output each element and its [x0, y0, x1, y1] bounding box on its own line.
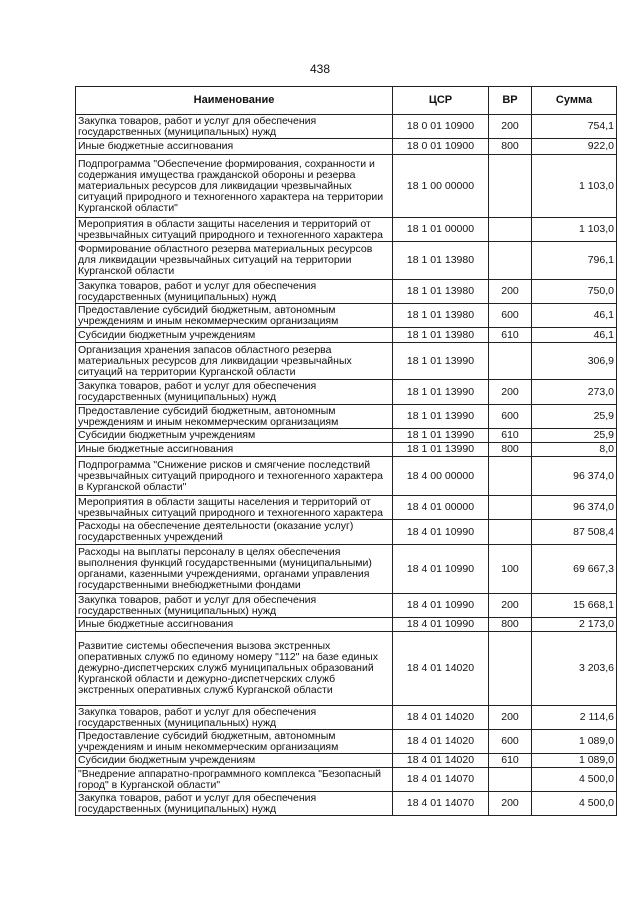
- table-row: [76, 457, 617, 496]
- cell-name: Предоставление субсидий бюджетным, автономным учреждениям и иным некоммерческим организациям: [76, 405, 393, 429]
- cell-sum: 4 500,0: [532, 792, 617, 816]
- cell-csr: 18 4 01 00000: [393, 496, 489, 520]
- cell-name: Закупка товаров, работ и услуг для обеспечения государственных (муниципальных) нужд: [76, 792, 393, 816]
- cell-name: Подпрограмма "Обеспечение формирования, сохранности и содержания имущества гражданской обороны и резерва материальных ресурсов для ликвидации чрезвычайных ситуаций природного и техногенного характера на территории Курганской области": [76, 155, 393, 218]
- cell-csr: 18 4 01 14020: [393, 706, 489, 730]
- cell-csr: 18 0 01 10900: [393, 139, 489, 155]
- table-row: [76, 730, 617, 754]
- cell-csr: 18 1 01 13990: [393, 343, 489, 380]
- cell-csr: 18 4 01 14020: [393, 754, 489, 768]
- table-row: [76, 139, 617, 155]
- table-row: [76, 632, 617, 706]
- cell-csr: 18 4 01 14020: [393, 730, 489, 754]
- table-row: [76, 618, 617, 632]
- cell-vr: 800: [489, 443, 532, 457]
- cell-sum: 4 500,0: [532, 768, 617, 792]
- cell-name: Организация хранения запасов областного резерва материальных ресурсов для ликвидации чрезвычайных ситуаций на территории Курганской области: [76, 343, 393, 380]
- cell-csr: 18 4 01 14070: [393, 792, 489, 816]
- table-row: [76, 304, 617, 328]
- cell-vr: 800: [489, 618, 532, 632]
- cell-sum: 754,1: [532, 115, 617, 139]
- table-row: [76, 706, 617, 730]
- cell-name: Предоставление субсидий бюджетным, автономным учреждениям и иным некоммерческим организациям: [76, 304, 393, 328]
- table-row: [76, 115, 617, 139]
- cell-vr: 200: [489, 792, 532, 816]
- cell-sum: 3 203,6: [532, 632, 617, 706]
- cell-vr: 600: [489, 304, 532, 328]
- column-header-csr: ЦСР: [393, 87, 489, 115]
- cell-sum: 96 374,0: [532, 457, 617, 496]
- cell-sum: 2 173,0: [532, 618, 617, 632]
- table-row: [76, 380, 617, 405]
- cell-csr: 18 4 00 00000: [393, 457, 489, 496]
- table-row: [76, 328, 617, 343]
- column-header-sum: Сумма: [532, 87, 617, 115]
- cell-vr: [489, 155, 532, 218]
- cell-sum: 1 103,0: [532, 155, 617, 218]
- column-header-vr: ВР: [489, 87, 532, 115]
- table-header-row: [76, 87, 617, 115]
- cell-csr: 18 1 01 13980: [393, 280, 489, 304]
- table-row: [76, 429, 617, 443]
- cell-vr: 200: [489, 594, 532, 618]
- cell-csr: 18 4 01 10990: [393, 545, 489, 594]
- cell-sum: 1 089,0: [532, 754, 617, 768]
- cell-csr: 18 1 01 13980: [393, 328, 489, 343]
- cell-vr: 610: [489, 429, 532, 443]
- cell-csr: 18 1 01 13990: [393, 429, 489, 443]
- cell-vr: 610: [489, 328, 532, 343]
- table-row: [76, 443, 617, 457]
- cell-csr: 18 0 01 10900: [393, 115, 489, 139]
- cell-name: Мероприятия в области защиты населения и территорий от чрезвычайных ситуаций природного и техногенного характера: [76, 218, 393, 242]
- cell-vr: 200: [489, 380, 532, 405]
- cell-name: Иные бюджетные ассигнования: [76, 443, 393, 457]
- cell-sum: 46,1: [532, 328, 617, 343]
- table-row: [76, 520, 617, 545]
- cell-csr: 18 1 01 13990: [393, 443, 489, 457]
- cell-vr: 200: [489, 280, 532, 304]
- cell-vr: [489, 457, 532, 496]
- table-row: [76, 155, 617, 218]
- table-row: [76, 343, 617, 380]
- table-row: [76, 242, 617, 280]
- cell-name: Субсидии бюджетным учреждениям: [76, 429, 393, 443]
- table-row: [76, 218, 617, 242]
- cell-sum: 8,0: [532, 443, 617, 457]
- cell-name: Подпрограмма "Снижение рисков и смягчение последствий чрезвычайных ситуаций природного и техногенного характера в Курганской области": [76, 457, 393, 496]
- cell-name: "Внедрение аппаратно-программного комплекса "Безопасный город" в Курганской области": [76, 768, 393, 792]
- cell-vr: [489, 242, 532, 280]
- cell-vr: [489, 496, 532, 520]
- table-row: [76, 496, 617, 520]
- cell-csr: 18 1 01 13980: [393, 242, 489, 280]
- cell-name: Закупка товаров, работ и услуг для обеспечения государственных (муниципальных) нужд: [76, 380, 393, 405]
- cell-name: Формирование областного резерва материальных ресурсов для ликвидации чрезвычайных ситуаций на территории Курганской области: [76, 242, 393, 280]
- cell-vr: [489, 632, 532, 706]
- cell-sum: 46,1: [532, 304, 617, 328]
- cell-vr: 100: [489, 545, 532, 594]
- page-number: 438: [309, 62, 331, 76]
- cell-vr: [489, 218, 532, 242]
- table-body: [76, 115, 617, 816]
- column-header-name: Наименование: [76, 87, 393, 115]
- cell-name: Закупка товаров, работ и услуг для обеспечения государственных (муниципальных) нужд: [76, 706, 393, 730]
- cell-name: Субсидии бюджетным учреждениям: [76, 754, 393, 768]
- cell-sum: 15 668,1: [532, 594, 617, 618]
- cell-sum: 2 114,6: [532, 706, 617, 730]
- cell-vr: [489, 520, 532, 545]
- cell-csr: 18 4 01 14020: [393, 632, 489, 706]
- cell-sum: 273,0: [532, 380, 617, 405]
- cell-name: Иные бюджетные ассигнования: [76, 618, 393, 632]
- cell-csr: 18 4 01 10990: [393, 520, 489, 545]
- cell-vr: [489, 768, 532, 792]
- cell-sum: 750,0: [532, 280, 617, 304]
- cell-csr: 18 1 00 00000: [393, 155, 489, 218]
- cell-sum: 796,1: [532, 242, 617, 280]
- cell-vr: 610: [489, 754, 532, 768]
- cell-name: Субсидии бюджетным учреждениям: [76, 328, 393, 343]
- table-row: [76, 768, 617, 792]
- cell-csr: 18 1 01 13990: [393, 380, 489, 405]
- table-row: [76, 545, 617, 594]
- cell-csr: 18 4 01 10990: [393, 594, 489, 618]
- cell-sum: 1 103,0: [532, 218, 617, 242]
- cell-vr: 600: [489, 730, 532, 754]
- cell-vr: [489, 343, 532, 380]
- cell-vr: 200: [489, 706, 532, 730]
- cell-name: Иные бюджетные ассигнования: [76, 139, 393, 155]
- budget-table: [75, 86, 617, 816]
- cell-sum: 306,9: [532, 343, 617, 380]
- table-row: [76, 405, 617, 429]
- table-row: [76, 594, 617, 618]
- cell-name: Закупка товаров, работ и услуг для обеспечения государственных (муниципальных) нужд: [76, 115, 393, 139]
- table-row: [76, 754, 617, 768]
- cell-sum: 25,9: [532, 405, 617, 429]
- cell-name: Предоставление субсидий бюджетным, автономным учреждениям и иным некоммерческим организациям: [76, 730, 393, 754]
- cell-name: Закупка товаров, работ и услуг для обеспечения государственных (муниципальных) нужд: [76, 594, 393, 618]
- cell-vr: 200: [489, 115, 532, 139]
- cell-name: Развитие системы обеспечения вызова экстренных оперативных служб по единому номеру "112" на базе единых дежурно-диспетчерских служб муниципальных образований Курганской области и дежурно-диспетчерских служб экстренных оперативных служб Курганской области: [76, 632, 393, 706]
- cell-csr: 18 1 01 00000: [393, 218, 489, 242]
- cell-sum: 922,0: [532, 139, 617, 155]
- cell-vr: 800: [489, 139, 532, 155]
- cell-name: Расходы на выплаты персоналу в целях обеспечения выполнения функций государственными (муниципальными) органами, казенными учреждениями, органами управления государственными внебюджетными фондами: [76, 545, 393, 594]
- cell-sum: 1 089,0: [532, 730, 617, 754]
- table-row: [76, 280, 617, 304]
- cell-sum: 87 508,4: [532, 520, 617, 545]
- cell-csr: 18 4 01 14070: [393, 768, 489, 792]
- cell-sum: 96 374,0: [532, 496, 617, 520]
- cell-csr: 18 4 01 10990: [393, 618, 489, 632]
- table-row: [76, 792, 617, 816]
- cell-name: Закупка товаров, работ и услуг для обеспечения государственных (муниципальных) нужд: [76, 280, 393, 304]
- cell-sum: 25,9: [532, 429, 617, 443]
- cell-csr: 18 1 01 13980: [393, 304, 489, 328]
- cell-vr: 600: [489, 405, 532, 429]
- cell-name: Расходы на обеспечение деятельности (оказание услуг) государственных учреждений: [76, 520, 393, 545]
- cell-sum: 69 667,3: [532, 545, 617, 594]
- cell-csr: 18 1 01 13990: [393, 405, 489, 429]
- cell-name: Мероприятия в области защиты населения и территорий от чрезвычайных ситуаций природного и техногенного характера: [76, 496, 393, 520]
